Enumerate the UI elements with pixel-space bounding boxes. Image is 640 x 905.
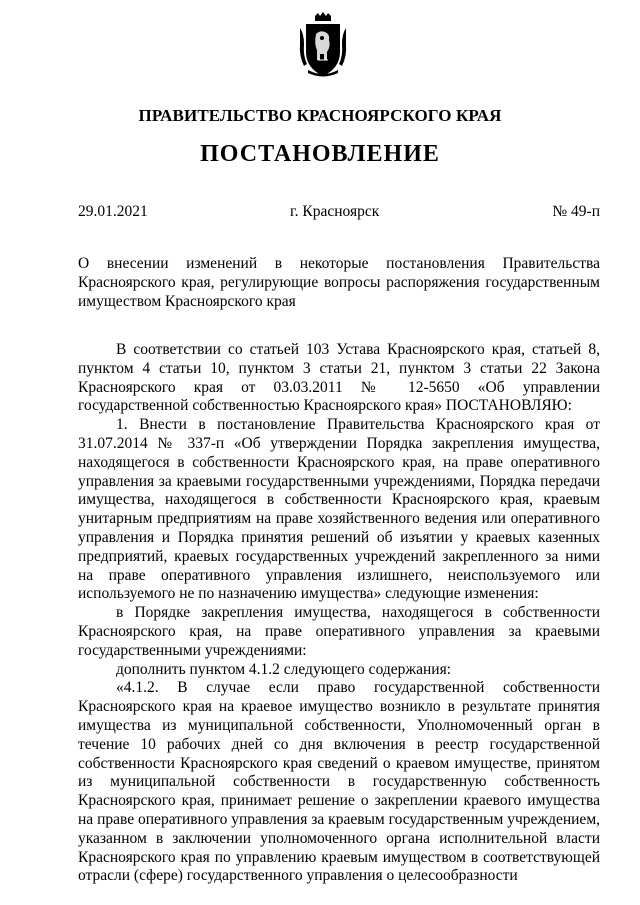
document-type-title: ПОСТАНОВЛЕНИЕ — [200, 141, 440, 167]
document-number: № 49-п — [552, 203, 600, 220]
body-item-1-add: дополнить пунктом 4.1.2 следующего содержания: — [116, 660, 451, 678]
document-date: 29.01.2021 — [78, 203, 148, 220]
document-meta-row — [78, 203, 600, 223]
document-subject: О внесении изменений в некоторые постановления Правительства Красноярского края, регулирующие вопросы распоряжения государственным имуществом Красноярского края — [78, 255, 600, 310]
document-city: г. Красноярск — [290, 203, 380, 220]
government-name: ПРАВИТЕЛЬСТВО КРАСНОЯРСКОГО КРАЯ — [138, 106, 502, 125]
body-item-1-sub: в Порядке закрепления имущества, находящегося в собственности Красноярского края, на праве оперативного управления за краевыми государственными учреждениями: — [78, 604, 600, 659]
body-clause-4-1-2: «4.1.2. В случае если право государственной собственности Красноярского края на краевое имущество возникло в результате принятия имущества из муниципальной собственности, Уполномоченный орган в течение 10 рабочих дней со дня включения в реестр государственной собственности Красноярского края сведений о краевом имуществе, принятом из муниципальной собственности в государственную собственность Красноярского края, принимает решение о закреплении краевого имущества на праве оперативного управления за краевым государственным учреждением, указанном в заключении уполномоченного органа исполнительной власти Красноярского края по управлению краевым имуществом в соответствующей отрасли (сфере) государственного управления о целесообразности — [78, 679, 600, 885]
krasnoyarsk-coat-of-arms-icon — [298, 12, 348, 78]
body-preamble: В соответствии со статьей 103 Устава Красноярского края, статьей 8, пунктом 4 статьи 10, пунктом 3 статьи 21, пунктом 3 статьи 22 Закона Красноярского края от 03.03.2011 № 12-5650 «Об управлении государственной собственностью Красноярского края» ПОСТАНОВЛЯЮ: — [78, 341, 600, 415]
body-item-1: 1. Внести в постановление Правительства Красноярского края от 31.07.2014 № 337-п «Об утверждении Порядка закрепления имущества, находящегося в собственности Красноярского края, на праве оперативного управления за краевыми государственными учреждениями, Порядка передачи имущества, находящегося в собственности Красноярского края, краевым унитарным предприятиям на праве хозяйственного ведения или оперативного управления и Порядка принятия решений об изъятии у краевых казенных предприятий, краевых государственных учреждений закрепленного за ними на праве оперативного управления излишнего, неиспользуемого или используемого не по назначению имущества» следующие изменения: — [78, 416, 600, 603]
document-body — [78, 341, 600, 886]
